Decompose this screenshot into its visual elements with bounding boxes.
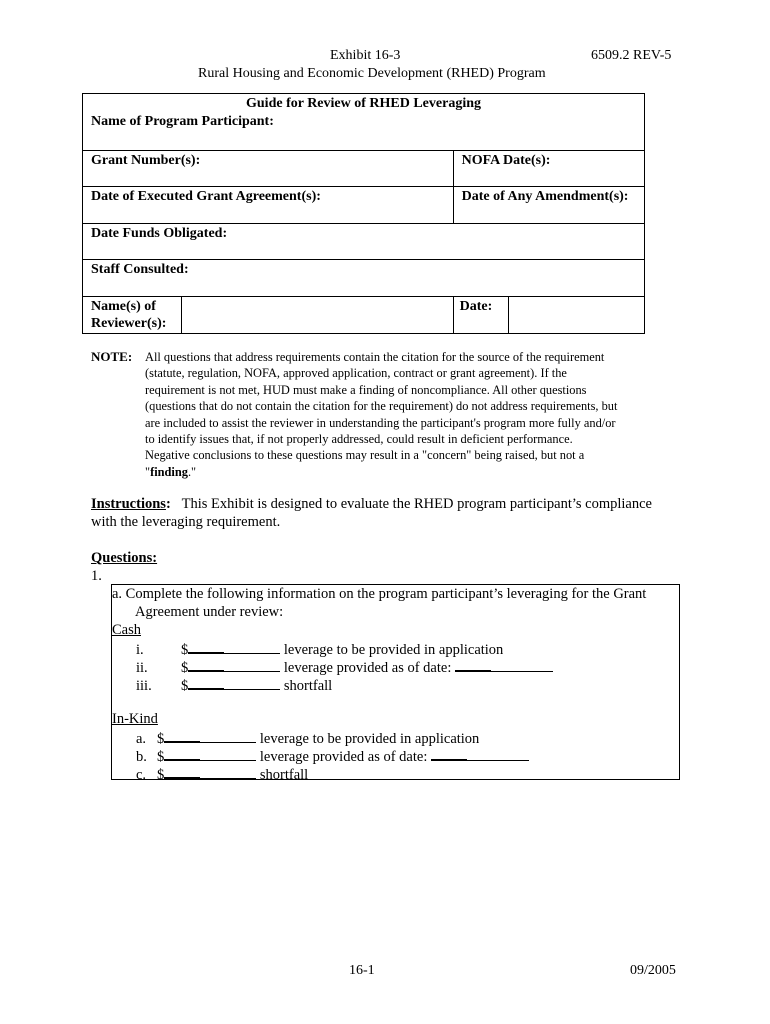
inkind-amount-blank[interactable] bbox=[164, 729, 200, 743]
cash-item-ii: ii. $ leverage provided as of date: bbox=[136, 658, 553, 677]
cash-amount-blank[interactable] bbox=[188, 676, 224, 690]
reviewers-label-line2: Reviewer(s): bbox=[91, 315, 167, 331]
note-label: NOTE: bbox=[91, 349, 133, 364]
amendment-date-field[interactable]: Date of Any Amendment(s): bbox=[453, 186, 644, 223]
note-line: Negative conclusions to these questions may result in a "concern" being raised, but not a bbox=[145, 448, 585, 463]
staff-consulted-field[interactable]: Staff Consulted: bbox=[83, 259, 645, 296]
instructions bbox=[91, 496, 691, 513]
note-line: requirement is not met, HUD must make a finding of noncompliance. All other questions bbox=[145, 382, 587, 397]
executed-agreement-date-field[interactable]: Date of Executed Grant Agreement(s): bbox=[83, 186, 454, 223]
program-title: Rural Housing and Economic Development (RHED) Program bbox=[198, 66, 546, 81]
item-a-line2: Agreement under review: bbox=[135, 604, 284, 620]
inkind-date-blank[interactable] bbox=[431, 747, 467, 761]
participant-name-field[interactable]: Name of Program Participant: bbox=[83, 113, 645, 150]
question-number: 1. bbox=[91, 568, 102, 584]
page-number: 16-1 bbox=[349, 963, 375, 978]
cash-date-blank[interactable] bbox=[455, 658, 491, 672]
reviewers-label-line1: Name(s) of bbox=[91, 298, 156, 314]
instructions-text-line2: with the leveraging requirement. bbox=[91, 514, 281, 530]
note-line: (questions that do not contain the citation for the requirement) do not address requirements, but bbox=[145, 399, 618, 414]
item-a-line1: a. Complete the following information on the program participant’s leveraging for the Grant bbox=[112, 586, 647, 602]
finding-emphasis: finding bbox=[150, 464, 188, 479]
grant-number-field[interactable]: Grant Number(s): bbox=[83, 150, 454, 186]
inkind-label: In-Kind bbox=[112, 711, 158, 727]
nofa-date-field[interactable]: NOFA Date(s): bbox=[453, 150, 644, 186]
review-form-table bbox=[82, 93, 645, 334]
cash-item-i: i. $ leverage to be provided in application bbox=[136, 642, 504, 658]
inkind-item-b: b. $ leverage provided as of date: bbox=[136, 747, 529, 766]
inkind-amount-blank[interactable] bbox=[164, 747, 200, 761]
cash-item-iii: iii. $ shortfall bbox=[136, 678, 333, 694]
inkind-item-c: c. $ shortfall bbox=[136, 767, 309, 783]
review-date-input[interactable] bbox=[509, 297, 644, 333]
revision-number: 6509.2 REV-5 bbox=[591, 48, 672, 63]
reviewers-input[interactable] bbox=[182, 296, 454, 333]
review-date-label: Date: bbox=[454, 297, 509, 333]
cash-amount-blank[interactable] bbox=[188, 640, 224, 654]
instructions-label: Instructions: bbox=[91, 496, 171, 512]
inkind-item-a: a. $ leverage to be provided in application bbox=[136, 731, 480, 747]
note-line: to identify issues that, if not properly addressed, could result in deficient performance. bbox=[145, 432, 573, 447]
note-line: All questions that address requirements contain the citation for the source of the requirement bbox=[145, 350, 605, 364]
note-text bbox=[145, 349, 685, 480]
note-line: "finding." bbox=[145, 464, 197, 479]
reviewers-label bbox=[83, 296, 182, 333]
inkind-amount-blank[interactable] bbox=[164, 765, 200, 779]
cash-label: Cash bbox=[112, 622, 141, 638]
note-line: are included to assist the reviewer in understanding the participant's program more fully and/or bbox=[145, 415, 616, 430]
instructions-text-line1: This Exhibit is designed to evaluate the RHED program participant’s compliance bbox=[181, 496, 652, 512]
cash-amount-blank[interactable] bbox=[188, 658, 224, 672]
questions-heading: Questions: bbox=[91, 550, 158, 566]
form-title: Guide for Review of RHED Leveraging bbox=[83, 94, 645, 114]
date-cell bbox=[453, 296, 644, 333]
note-line: (statute, regulation, NOFA, approved application, contract or grant agreement). If the bbox=[145, 366, 567, 381]
footer-date: 09/2005 bbox=[630, 963, 676, 978]
funds-obligated-date-field[interactable]: Date Funds Obligated: bbox=[83, 223, 645, 259]
exhibit-number: Exhibit 16-3 bbox=[330, 48, 401, 63]
